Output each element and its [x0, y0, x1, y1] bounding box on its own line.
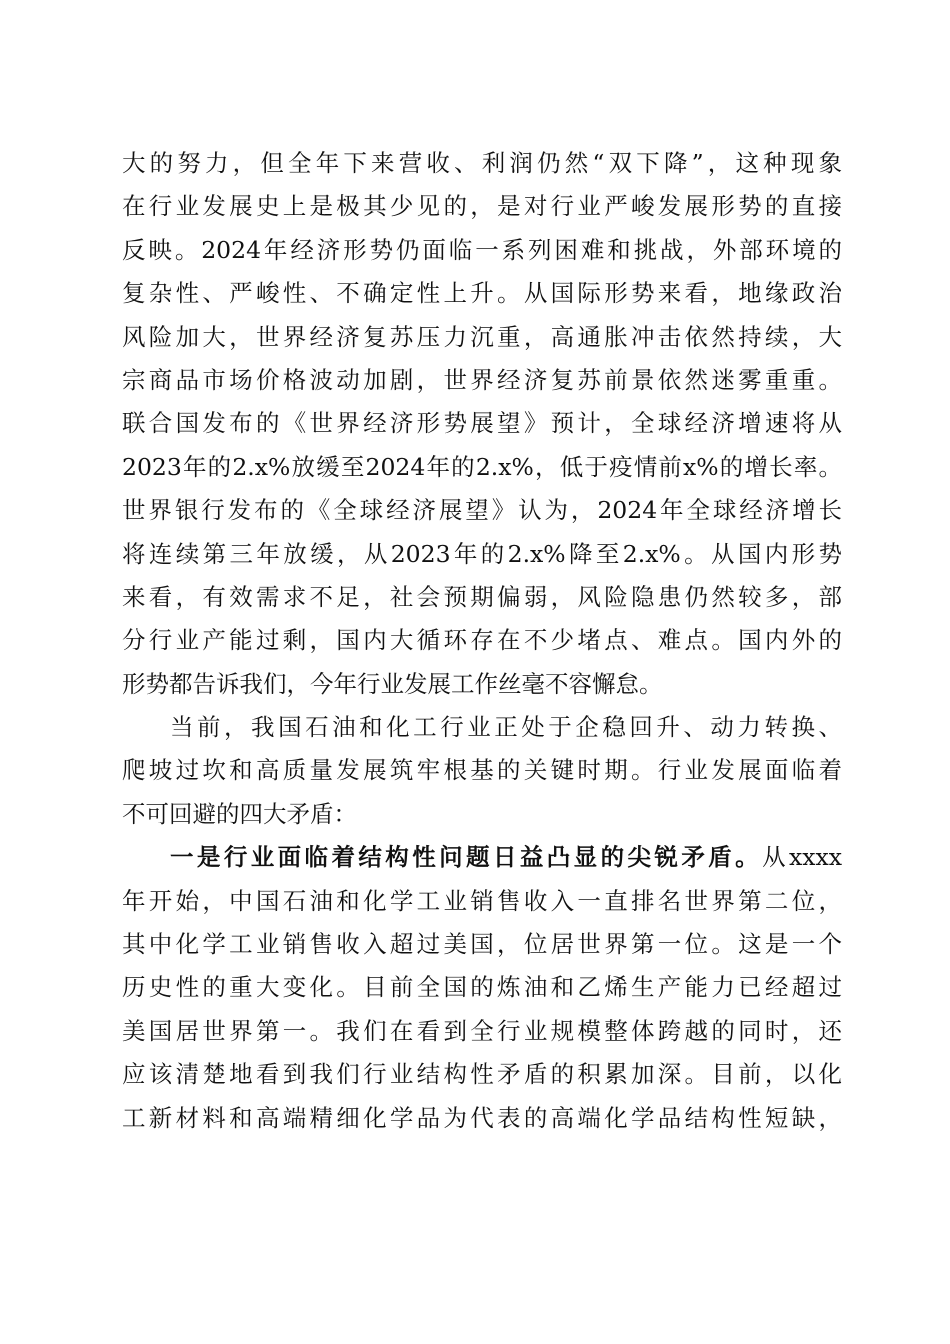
- document-body: [122, 142, 842, 1140]
- text-line: 大的努力，但全年下来营收、利润仍然“双下降”，这种现象: [122, 149, 842, 177]
- text-line: 美国居世界第一。我们在看到全行业规模整体跨越的同时，还: [122, 1016, 842, 1045]
- text-line: 将连续第三年放缓，从2023年的2.x%降至2.x%。从国内形势: [122, 539, 842, 568]
- text-line: 爬坡过坎和高质量发展筑牢根基的关键时期。行业发展面临着: [122, 756, 842, 785]
- text-line: 当前，我国石油和化工行业正处于企稳回升、动力转换、: [170, 713, 842, 742]
- text-line: 在行业发展史上是极其少见的，是对行业严峻发展形势的直接: [122, 192, 842, 221]
- text-line: 2023年的2.x%放缓至2024年的2.x%，低于疫情前x%的增长率。: [122, 452, 842, 481]
- paragraph-1: [122, 142, 842, 706]
- text-line: 形势都告诉我们，今年行业发展工作丝毫不容懈怠。: [122, 669, 663, 698]
- text-line: 年开始，中国石油和化学工业销售收入一直排名世界第二位，: [122, 886, 842, 915]
- text-line: 应该清楚地看到我们行业结构性矛盾的积累加深。目前，以化: [122, 1060, 842, 1089]
- text-line: 风险加大，世界经济复苏压力沉重，高通胀冲击依然持续，大: [122, 322, 842, 351]
- text-line: 复杂性、严峻性、不确定性上升。从国际形势来看，地缘政治: [122, 279, 842, 308]
- text-line: 不可回避的四大矛盾：: [122, 799, 357, 828]
- text-line: [122, 836, 842, 879]
- paragraph-3: [122, 836, 842, 1140]
- text-line: 联合国发布的《世界经济形势展望》预计，全球经济增速将从: [122, 409, 842, 438]
- paragraph-2: [122, 706, 842, 836]
- text-line: 反映。2024年经济形势仍面临一系列困难和挑战，外部环境的: [122, 235, 842, 264]
- text-line: 工新材料和高端精细化学品为代表的高端化学品结构性短缺，: [122, 1103, 842, 1132]
- heading-tail-text: 从xxxx: [762, 843, 843, 872]
- section-heading: 一是行业面临着结构性问题日益凸显的尖锐矛盾。: [170, 843, 763, 872]
- text-line: 宗商品市场价格波动加剧，世界经济复苏前景依然迷雾重重。: [122, 365, 842, 394]
- text-line: 历史性的重大变化。目前全国的炼油和乙烯生产能力已经超过: [122, 973, 842, 1002]
- text-line: 世界银行发布的《全球经济展望》认为，2024年全球经济增长: [122, 496, 842, 525]
- text-line: 分行业产能过剩，国内大循环存在不少堵点、难点。国内外的: [122, 626, 842, 655]
- text-line: 来看，有效需求不足，社会预期偏弱，风险隐患仍然较多，部: [122, 582, 842, 611]
- text-line: 其中化学工业销售收入超过美国，位居世界第一位。这是一个: [122, 930, 842, 959]
